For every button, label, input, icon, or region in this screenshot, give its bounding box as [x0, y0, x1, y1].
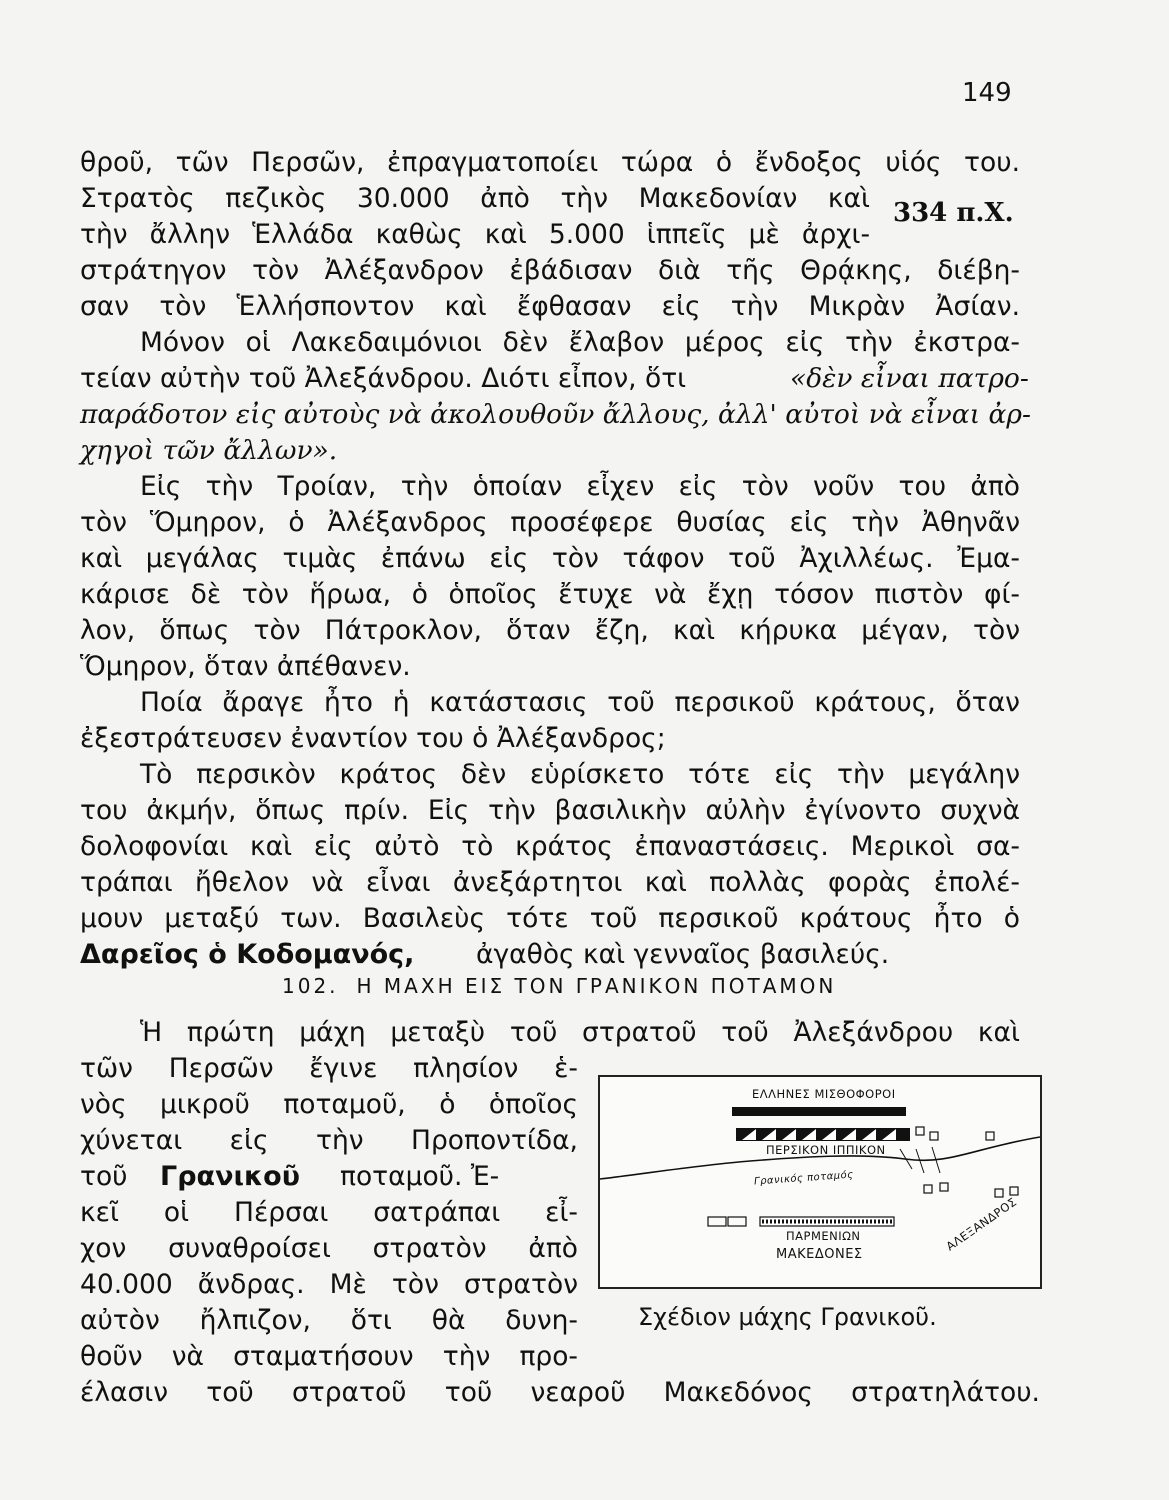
text-line: Τὸ περσικὸν κράτος δὲν εὑρίσκετο τότε εἰς τὴν μεγάλην: [140, 759, 1020, 790]
section-heading: [282, 974, 836, 998]
label-alexander: ΑΛΕΞΑΝΔΡΟΣ: [943, 1194, 1020, 1254]
text-line: λον, ὅπως τὸν Πάτροκλον, ὅταν ἔζη, καὶ κήρυκα μέγαν, τὸν: [80, 615, 1020, 646]
label-persian-cavalry: ΠΕΡΣΙΚΟΝ ΙΠΠΙΚΟΝ: [766, 1143, 886, 1157]
battle-map-figure: [598, 1075, 1042, 1289]
section-line: κεῖ οἱ Πέρσαι σατράπαι εἶ-: [80, 1197, 578, 1228]
text-line: στράτηγον τὸν Ἀλέξανδρον ἐβάδισαν διὰ τῆς Θρᾴκης, διέβη-: [80, 255, 1020, 286]
section-line: τῶν Περσῶν ἔγινε πλησίον ἑ-: [80, 1053, 578, 1084]
bold-name: Γρανικοῦ: [160, 1161, 300, 1192]
text-line: δολοφονίαι καὶ εἰς αὐτὸ τὸ κράτος ἐπαναστάσεις. Μερικοὶ σα-: [80, 831, 1020, 862]
label-macedonians: ΜΑΚΕΔΟΝΕΣ: [776, 1247, 863, 1262]
label-river: Γρανικός ποταμός: [753, 1169, 854, 1188]
section-line: θοῦν νὰ σταματήσουν τὴν προ-: [80, 1341, 578, 1372]
persian-cavalry-squares: [916, 1127, 1018, 1197]
section-line: χύνεται εἰς τὴν Προποντίδα,: [80, 1125, 578, 1156]
text-line: Εἰς τὴν Τροίαν, τὴν ὁποίαν εἶχεν εἰς τὸν νοῦν του ἀπὸ: [140, 471, 1020, 502]
text-line: Ποία ἄραγε ἦτο ἡ κατάστασις τοῦ περσικοῦ κράτους, ὅταν: [140, 687, 1020, 718]
text-line: Ὅμηρον, ὅταν ἀπέθανεν.: [80, 651, 411, 682]
text-line: τὴν ἄλλην Ἑλλάδα καθὼς καὶ 5.000 ἱππεῖς μὲ ἀρχι-: [80, 219, 870, 250]
text-line: σαν τὸν Ἑλλήσποντον καὶ ἔφθασαν εἰς τὴν Μικρὰν Ἀσίαν.: [80, 291, 1020, 322]
bold-name: Δαρεῖος ὁ Κοδομανός,: [80, 939, 415, 970]
greek-mercenaries-block: [732, 1107, 906, 1116]
quote-text: «δὲν εἶναι πατρο-: [790, 363, 1029, 394]
label-parmenion: ΠΑΡΜΕΝΙΩΝ: [786, 1229, 861, 1243]
quote-text: παράδοτον εἰς αὐτοὺς νὰ ἀκολουθοῦν ἄλλους, ἀλλ' αὐτοὶ νὰ εἶναι ἀρ-: [80, 399, 1031, 430]
macedonian-line: [708, 1217, 894, 1226]
section-line: ποταμοῦ. Ἐ-: [340, 1161, 500, 1192]
section-number: 102.: [282, 974, 339, 998]
persian-front-line: [736, 1128, 910, 1141]
section-title: Η ΜΑΧΗ ΕΙΣ ΤΟΝ ΓΡΑΝΙΚΟΝ ΠΟΤΑΜΟΝ: [356, 974, 837, 998]
section-line: Ἡ πρώτη μάχη μεταξὺ τοῦ στρατοῦ τοῦ Ἀλεξάνδρου καὶ: [140, 1017, 1020, 1048]
text-line: θροῦ, τῶν Περσῶν, ἐπραγματοποίει τώρα ὁ ἔνδοξος υἱός του.: [80, 147, 1020, 178]
text-line: Στρατὸς πεζικὸς 30.000 ἀπὸ τὴν Μακεδονίαν καὶ: [80, 183, 870, 214]
text-line: του ἀκμήν, ὅπως πρίν. Εἰς τὴν βασιλικὴν αὐλὴν ἐγίνοντο συχνὰ: [80, 795, 1020, 826]
text-line: τράπαι ἤθελον νὰ εἶναι ἀνεξάρτητοι καὶ πολλὰς φορὰς ἐπολέ-: [80, 867, 1020, 898]
text-line: κάρισε δὲ τὸν ἥρωα, ὁ ὁποῖος ἔτυχε νὰ ἔχῃ τόσον πιστὸν φί-: [80, 579, 1020, 610]
text-line: μουν μεταξύ των. Βασιλεὺς τότε τοῦ περσικοῦ κράτους ἦτο ὁ: [80, 903, 1020, 934]
text-line: καὶ μεγάλας τιμὰς ἐπάνω εἰς τὸν τάφον τοῦ Ἀχιλλέως. Ἐμα-: [80, 543, 1020, 574]
label-greek-mercenaries: ΕΛΛΗΝΕΣ ΜΙΣΘΟΦΟΡΟΙ: [752, 1087, 896, 1101]
section-line: έλασιν τοῦ στρατοῦ τοῦ νεαροῦ Μακεδόνος στρατηλάτου.: [80, 1377, 1040, 1408]
text-line: ἐξεστράτευσεν ἐναντίον του ὁ Ἀλέξανδρος;: [80, 723, 666, 754]
section-line: 40.000 ἄνδρας. Μὲ τὸν στρατὸν: [80, 1269, 578, 1300]
text-line: τείαν αὐτὴν τοῦ Ἀλεξάνδρου. Διότι εἶπον, ὅτι: [80, 363, 687, 394]
quote-text: χηγοὶ τῶν ἄλλων».: [80, 435, 338, 466]
text-line: Μόνον οἱ Λακεδαιμόνιοι δὲν ἔλαβον μέρος εἰς τὴν ἐκστρα-: [140, 327, 1020, 358]
figure-caption: Σχέδιον μάχης Γρανικοῦ.: [638, 1303, 937, 1331]
section-line: αὐτὸν ἤλπιζον, ὅτι θὰ δυνη-: [80, 1305, 578, 1336]
section-line: νὸς μικροῦ ποταμοῦ, ὁ ὁποῖος: [80, 1089, 578, 1120]
text-line: ἀγαθὸς καὶ γενναῖος βασιλεύς.: [476, 939, 890, 970]
section-line: τοῦ: [80, 1161, 128, 1192]
page-number: 149: [962, 78, 1012, 108]
margin-year-note: 334 π.Χ.: [893, 198, 1014, 228]
section-line: χον συναθροίσει στρατὸν ἀπὸ: [80, 1233, 578, 1264]
text-line: τὸν Ὅμηρον, ὁ Ἀλέξανδρος προσέφερε θυσίας εἰς τὴν Ἀθηνᾶν: [80, 507, 1020, 538]
